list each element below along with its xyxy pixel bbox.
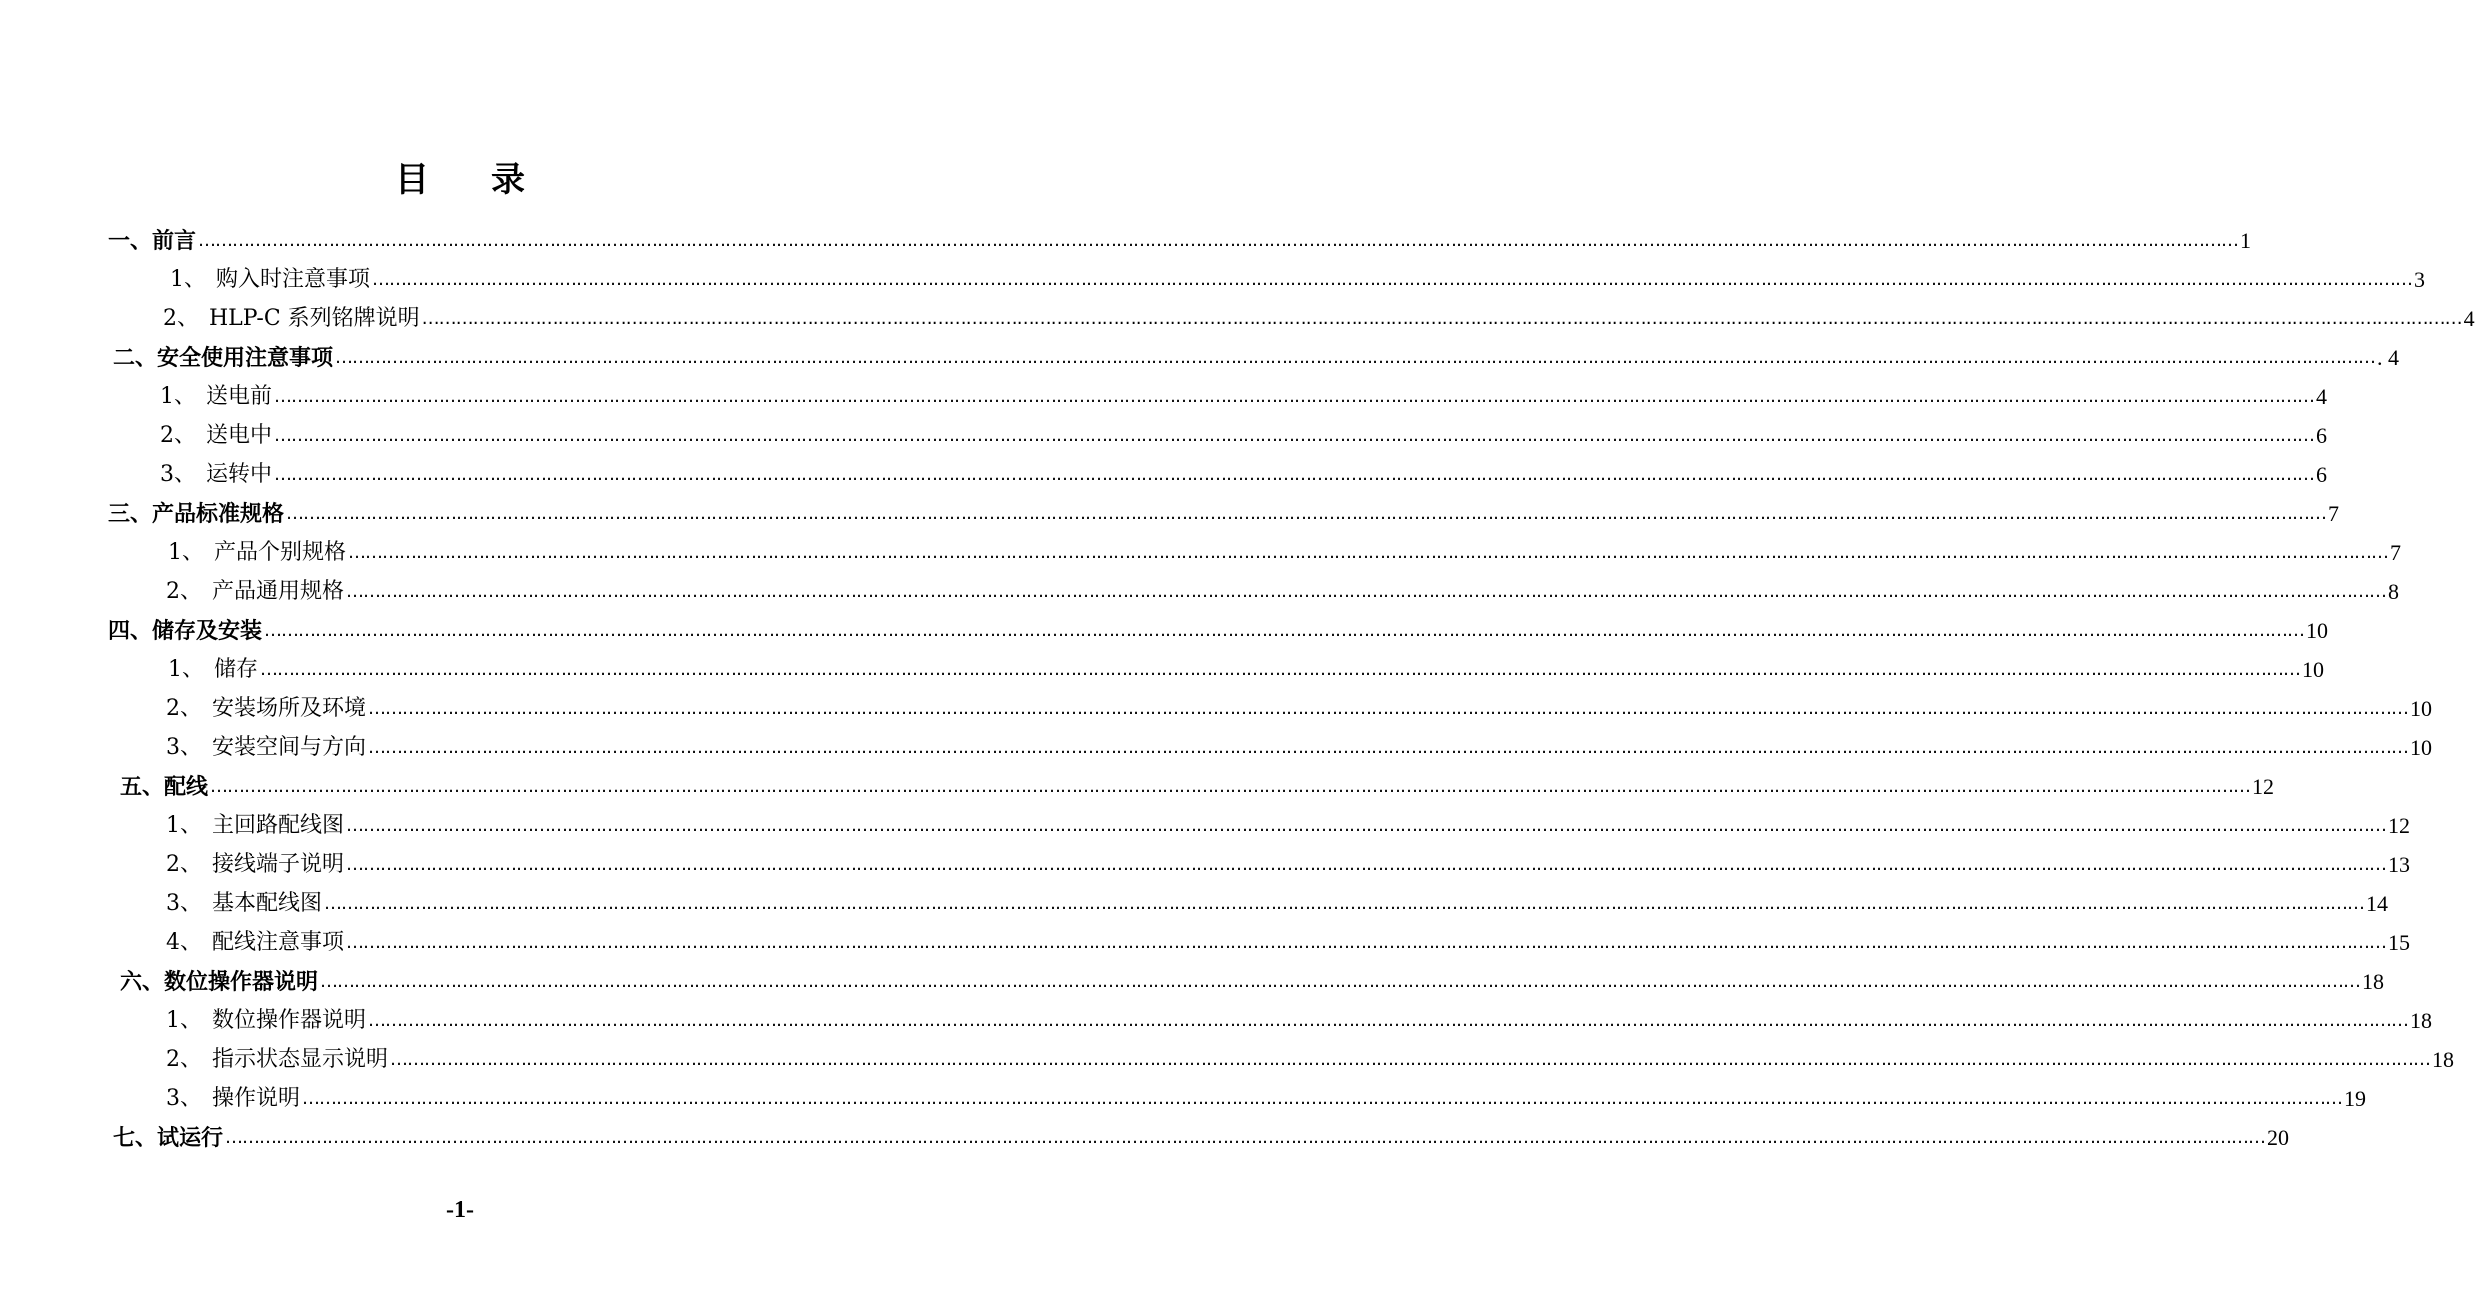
toc-dot-leader: ……………………………………………………………………………………………………………………………………………………………………………………………………………………………………………………………………………………………………………………………… [368, 736, 2409, 758]
toc-entry-label: 产品个别规格 [214, 539, 347, 565]
toc-section-entry[interactable] [120, 962, 2385, 1001]
toc-entry-number: 2、 [166, 578, 202, 604]
toc-entry-number: 三、 [108, 500, 153, 527]
toc-subsection-entry[interactable] [166, 806, 2411, 845]
toc-entry-number: 1、 [160, 383, 196, 409]
toc-entry-page: 14 [2366, 890, 2389, 916]
toc-entry-number: 3、 [166, 890, 202, 916]
toc-dot-leader: ……………………………………………………………………………………………………………………………………………………………………………………………………………………………………………………………………………………………………………………………… [210, 775, 2251, 797]
toc-entry-page: 12 [2388, 812, 2411, 838]
toc-entry-number: 四、 [108, 617, 153, 644]
toc-entry-label: 安装场所及环境 [212, 695, 367, 721]
toc-subsection-entry[interactable] [166, 689, 2433, 728]
toc-subsection-entry[interactable] [166, 1001, 2433, 1040]
toc-dot-leader: ……………………………………………………………………………………………………………………………………………………………………………………………………………………………………………………………………………………………………………………………… [346, 814, 2387, 836]
toc-entry-page: 13 [2388, 851, 2411, 877]
toc-entry-number: 4、 [166, 929, 202, 955]
toc-dot-leader: ……………………………………………………………………………………………………………………………………………………………………………………………………………………………………………………………………………………………………………………………… [320, 970, 2361, 992]
toc-entry-page: 12 [2252, 773, 2275, 799]
toc-subsection-entry[interactable] [166, 572, 2400, 611]
toc-dot-leader: ……………………………………………………………………………………………………………………………………………………………………………………………………………………………………………………………………………………………………………………………… [198, 229, 2239, 251]
toc-dot-leader: ……………………………………………………………………………………………………………………………………………………………………………………………………………………………………………………………………………………………………………………………… [302, 1087, 2343, 1109]
title-second-char: 录 [491, 160, 525, 200]
toc-subsection-entry[interactable] [170, 260, 2426, 299]
toc-entry-page: 6 [2316, 461, 2328, 487]
toc-entry-page: 7 [2328, 500, 2340, 526]
toc-subsection-entry[interactable] [160, 377, 2328, 416]
toc-entry-label: 安装空间与方向 [212, 734, 367, 760]
toc-section-entry[interactable] [113, 1118, 2290, 1157]
toc-dot-leader: ……………………………………………………………………………………………………………………………………………………………………………………………………………………………………………………………………………………………………………………………… [390, 1048, 2431, 1070]
toc-subsection-entry[interactable] [166, 728, 2433, 767]
toc-entry-number: 2、 [166, 695, 202, 721]
toc-entry-number: 1、 [168, 539, 204, 565]
toc-entry-label: 数位操作器说明 [212, 1007, 367, 1033]
toc-entry-number: 2、 [160, 422, 196, 448]
toc-subsection-entry[interactable] [168, 533, 2402, 572]
toc-entry-page: 10 [2410, 734, 2433, 760]
toc-dot-leader: ……………………………………………………………………………………………………………………………………………………………………………………………………………………………………………………………………………………………………………………………… [346, 853, 2387, 875]
toc-dot-leader: ……………………………………………………………………………………………………………………………………………………………………………………………………………………………………………………………………………………………………………………………… [274, 463, 2315, 485]
toc-dot-leader: ……………………………………………………………………………………………………………………………………………………………………………………………………………………………………………………………………………………………………………………………… [368, 697, 2409, 719]
toc-entry-label: 主回路配线图 [212, 812, 345, 838]
toc-entry-label: 接线端子说明 [212, 851, 345, 877]
toc-section-entry[interactable] [120, 767, 2275, 806]
toc-entry-label: 储存及安装 [152, 617, 263, 644]
toc-dot-leader: ……………………………………………………………………………………………………………………………………………………………………………………………………………………………………………………………………………………………………………………………… [348, 541, 2389, 563]
toc-entry-number: 2、 [166, 851, 202, 877]
toc-subsection-entry[interactable] [160, 455, 2328, 494]
toc-entry-page: 10 [2306, 617, 2329, 643]
toc-entry-number: 七、 [113, 1124, 158, 1151]
toc-dot-leader: ……………………………………………………………………………………………………………………………………………………………………………………………………………………………………………………………………………………………………………………………… [346, 580, 2387, 602]
toc-dot-leader: ……………………………………………………………………………………………………………………………………………………………………………………………………………………………………………………………………………………………………………………………… [335, 346, 2376, 368]
toc-entry-label: 产品标准规格 [152, 500, 285, 527]
toc-dot-leader: ……………………………………………………………………………………………………………………………………………………………………………………………………………………………………………………………………………………………………………………………… [421, 307, 2462, 329]
toc-entry-label: 配线 [164, 773, 209, 800]
toc-section-entry[interactable] [108, 611, 2329, 650]
toc-entry-page: 18 [2410, 1007, 2433, 1033]
toc-entry-label: 购入时注意事项 [216, 266, 371, 292]
toc-entry-label: 前言 [152, 227, 197, 254]
toc-entry-page: . 4 [2377, 344, 2400, 370]
toc-entry-number: 1、 [168, 656, 204, 682]
toc-entry-page: 20 [2267, 1124, 2290, 1150]
toc-entry-page: 4 [2316, 383, 2328, 409]
toc-entry-label: HLP-C 系列铭牌说明 [209, 305, 420, 331]
toc-entry-number: 1、 [166, 1007, 202, 1033]
toc-dot-leader: ……………………………………………………………………………………………………………………………………………………………………………………………………………………………………………………………………………………………………………………………… [264, 619, 2305, 641]
toc-entry-label: 产品通用规格 [212, 578, 345, 604]
toc-dot-leader: ……………………………………………………………………………………………………………………………………………………………………………………………………………………………………………………………………………………………………………………………… [274, 385, 2315, 407]
toc-entry-number: 3、 [166, 734, 202, 760]
toc-dot-leader: ……………………………………………………………………………………………………………………………………………………………………………………………………………………………………………………………………………………………………………………………… [260, 658, 2301, 680]
toc-subsection-entry[interactable] [166, 845, 2411, 884]
toc-entry-page: 10 [2302, 656, 2325, 682]
toc-entry-label: 指示状态显示说明 [212, 1046, 389, 1072]
toc-entry-page: 6 [2316, 422, 2328, 448]
toc-entry-page: 15 [2388, 929, 2411, 955]
toc-dot-leader: ……………………………………………………………………………………………………………………………………………………………………………………………………………………………………………………………………………………………………………………………… [368, 1009, 2409, 1031]
toc-dot-leader: ……………………………………………………………………………………………………………………………………………………………………………………………………………………………………………………………………………………………………………………………… [274, 424, 2315, 446]
toc-entry-number: 3、 [166, 1085, 202, 1111]
toc-entry-label: 基本配线图 [212, 890, 323, 916]
toc-dot-leader: ……………………………………………………………………………………………………………………………………………………………………………………………………………………………………………………………………………………………………………………………… [372, 268, 2413, 290]
toc-entry-number: 2、 [163, 305, 199, 331]
toc-entry-number: 1、 [170, 266, 206, 292]
toc-dot-leader: ……………………………………………………………………………………………………………………………………………………………………………………………………………………………………………………………………………………………………………………………… [324, 892, 2365, 914]
toc-dot-leader: ……………………………………………………………………………………………………………………………………………………………………………………………………………………………………………………………………………………………………………………………… [346, 931, 2387, 953]
toc-entry-number: 2、 [166, 1046, 202, 1072]
toc-subsection-entry[interactable] [166, 884, 2389, 923]
toc-entry-label: 储存 [214, 656, 259, 682]
toc-entry-page: 18 [2362, 968, 2385, 994]
toc-subsection-entry[interactable] [166, 923, 2411, 962]
toc-entry-page: 10 [2410, 695, 2433, 721]
toc-entry-page: 19 [2344, 1085, 2367, 1111]
title-first-char: 目 [395, 160, 429, 200]
toc-section-entry[interactable] [113, 338, 2400, 377]
page-number: -1- [446, 1197, 474, 1223]
toc-entry-label: 送电前 [206, 383, 273, 409]
toc-entry-number: 1、 [166, 812, 202, 838]
toc-dot-leader: ……………………………………………………………………………………………………………………………………………………………………………………………………………………………………………………………………………………………………………………………… [286, 502, 2327, 524]
toc-subsection-entry[interactable] [166, 1079, 2367, 1118]
toc-entry-label: 数位操作器说明 [164, 968, 319, 995]
toc-entry-number: 六、 [120, 968, 165, 995]
page-title [0, 158, 920, 202]
toc-entry-label: 安全使用注意事项 [157, 344, 334, 371]
toc-entry-page: 3 [2414, 266, 2426, 292]
toc-entry-label: 送电中 [206, 422, 273, 448]
toc-entry-number: 二、 [113, 344, 158, 371]
toc-dot-leader: ……………………………………………………………………………………………………………………………………………………………………………………………………………………………………………………………………………………………………………………………… [225, 1126, 2266, 1148]
toc-entry-page: 8 [2388, 578, 2400, 604]
toc-entry-label: 配线注意事项 [212, 929, 345, 955]
toc-section-entry[interactable] [108, 494, 2340, 533]
toc-entry-page: 4 [2463, 305, 2475, 331]
toc-entry-page: 7 [2390, 539, 2402, 565]
toc-entry-label: 试运行 [157, 1124, 224, 1151]
toc-entry-label: 操作说明 [212, 1085, 301, 1111]
toc-subsection-entry[interactable] [163, 299, 2475, 338]
toc-subsection-entry[interactable] [160, 416, 2328, 455]
toc-subsection-entry[interactable] [168, 650, 2325, 689]
toc-entry-page: 1 [2240, 227, 2252, 253]
toc-entry-page: 18 [2432, 1046, 2455, 1072]
toc-entry-number: 五、 [120, 773, 165, 800]
toc-subsection-entry[interactable] [166, 1040, 2455, 1079]
toc-entry-number: 3、 [160, 461, 196, 487]
toc-entry-label: 运转中 [206, 461, 273, 487]
toc-section-entry[interactable] [108, 221, 2252, 260]
toc-entry-number: 一、 [108, 227, 153, 254]
